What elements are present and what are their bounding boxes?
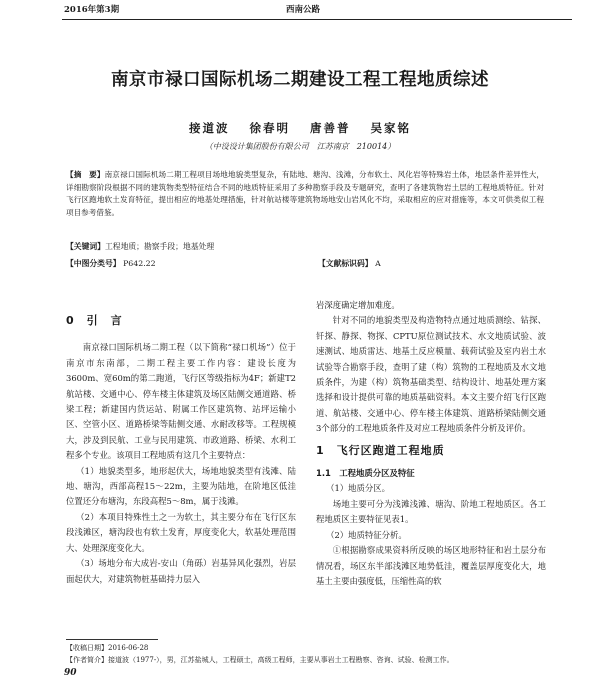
footnote-rule bbox=[66, 639, 158, 640]
section-heading: 0 引 言 bbox=[66, 314, 123, 327]
keywords bbox=[66, 241, 544, 252]
classification-label: 【中图分类号】 bbox=[66, 259, 121, 268]
left-column bbox=[66, 298, 296, 587]
author-name: 吴家铭 bbox=[370, 121, 412, 135]
author-list bbox=[0, 120, 600, 136]
body-paragraph: 针对不同的地貌类型及构造物特点通过地质测绘、钻探、钎探、静探、物探、CPTU原位测试技术、水文地质试验、波速测试、地质雷达、地基土反应模量、载荷试验及室内岩土水试验等合勘察手段，查明了建（构）筑物的工程地质及水文地质条件，为建（构）筑物基础类型、结构设计、地基处理方案选择和设计提供可靠的地质基础资料。本文主要介绍飞行区跑道、航站楼、交通中心、停车楼主体建筑、道路桥梁陆侧交通3个部分的工程地质条件及对应工程地质条件分析及评价。 bbox=[316, 315, 546, 434]
list-item: （1）地质分区。 bbox=[326, 483, 391, 494]
abstract-text: 南京禄口国际机场二期工程项目场地地貌类型复杂，有陆地、塘沟、浅滩，分布软土、风化岩等特殊岩土体，地层条件差异性大，详细勘察阶段根据不同的建筑物类型特征结合不同的地质特征采用了多种勘察手段及专题研究，查明了各建筑物岩土层的工程地质特征。针对飞行区跑地软土发育特征，提出相应的地基处理措施，针对航站楼等建筑物场地安山岩风化不均，采取相应的应对措施等，本文可供类似工程项目参考借鉴。 bbox=[66, 170, 544, 217]
journal-name: 西南公路 bbox=[286, 5, 321, 15]
subsection-heading: 1.1 工程地质分区及特征 bbox=[316, 468, 415, 479]
author-name: 接道波 bbox=[188, 121, 230, 135]
abstract-label: 【摘 要】 bbox=[66, 170, 105, 179]
list-item: （2）地质特征分析。 bbox=[326, 529, 407, 540]
document-code bbox=[318, 258, 381, 269]
body-paragraph: ①根据勘察成果资料所反映的场区地形特征和岩土层分布情况看，场区东半部浅滩区地势低洼，覆盖层厚度变化大，地基土主要由强度低，压缩性高的软 bbox=[316, 545, 546, 586]
page-number: 90 bbox=[64, 668, 77, 678]
doc-code-value: A bbox=[375, 259, 381, 268]
affiliation: （中设设计集团股份有限公司 江苏南京 210014） bbox=[204, 142, 396, 151]
list-item: （1）地貌类型多，地形起伏大，场地地貌类型有浅滩、陆地、塘沟，西部高程15～22m，主要为陆地，在阶地区低洼位置还分布塘沟，东段高程5～8m，属于浅滩。 bbox=[66, 465, 296, 507]
classification-number bbox=[66, 258, 156, 269]
body-paragraph: 场地主要可分为浅滩浅滩、塘沟、阶地工程地质区。各工程地质区主要特征见表1。 bbox=[316, 498, 546, 525]
keywords-label: 【关键词】 bbox=[66, 242, 105, 251]
list-item: （3）场地分布大成岩-安山（角砾）岩基异风化强烈，岩层面起伏大，对建筑物桩基础持力层入 bbox=[66, 558, 296, 584]
classification-value: P642.22 bbox=[123, 259, 156, 268]
right-column bbox=[316, 298, 546, 589]
footnote-author: 【作者简介】接道波（1977-），男，江苏盐城人，工程硕士，高级工程师，主要从事岩土工程勘察、咨询、试验、检测工作。 bbox=[66, 656, 454, 664]
body-paragraph: 南京禄口国际机场二期工程（以下简称“禄口机场”）位于南京市东南部，二期工程主要工作内容：建设长度为3600m、宽60m的第二跑道，飞行区等级指标为4F；新建T2航站楼、交通中心、停车楼主体建筑及场区陆侧交通道路、桥梁工程；新建国内货运站、附属工作区建筑物、站坪运输小区、空管小区、道路桥梁等陆侧交通、水耐改移等。工程规模大，涉及到民航、工业与民用建筑、市政道路、桥梁、水利工程多个专业。该项目工程地质有这几个主要特点： bbox=[66, 342, 296, 461]
abstract bbox=[66, 169, 544, 219]
author-name: 唐善普 bbox=[310, 121, 351, 135]
doc-code-label: 【文献标识码】 bbox=[318, 259, 373, 268]
footnote-received: 【收稿日期】2016-06-28 bbox=[66, 644, 149, 652]
paper-title: 南京市禄口国际机场二期建设工程工程地质综述 bbox=[111, 70, 489, 90]
author-name: 徐春明 bbox=[249, 121, 290, 135]
keywords-text: 工程地质；勘察手段；地基处理 bbox=[104, 242, 215, 251]
header-rule bbox=[62, 19, 572, 20]
running-header bbox=[0, 0, 600, 22]
list-item: （2）本项目特殊性土之一为软土，其主要分布在飞行区东段浅滩区，塘沟段也有软土发育，厚度变化大，软基处理范围大、处理深度变化大。 bbox=[66, 511, 296, 553]
body-paragraph: 岩深度确定增加难度。 bbox=[316, 300, 400, 310]
issue-label: 2016年第3期 bbox=[64, 5, 120, 15]
section-heading: 1 飞行区跑道工程地质 bbox=[316, 443, 445, 457]
